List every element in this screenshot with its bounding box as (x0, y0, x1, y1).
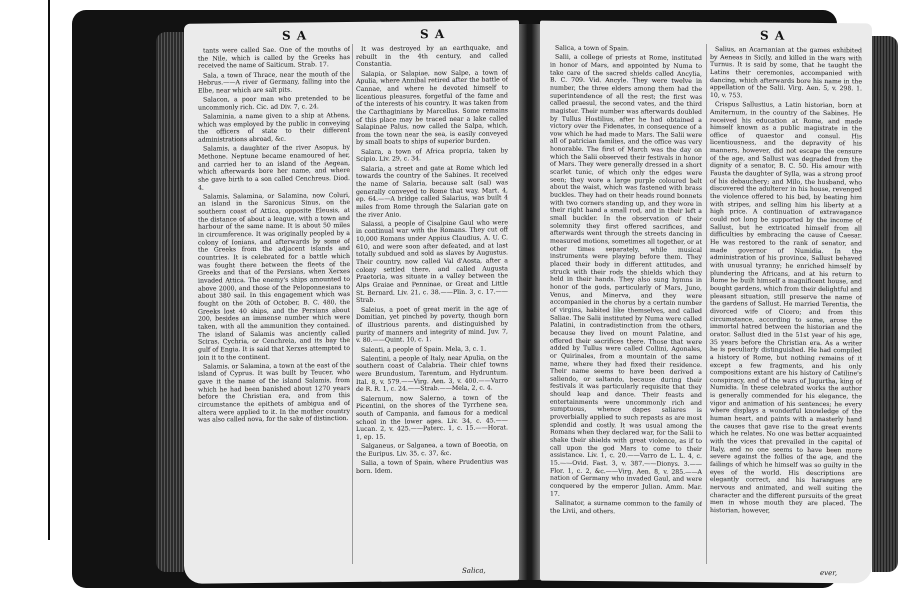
book-gutter (519, 24, 540, 580)
dictionary-entry: Salius, an Acarnanian at the games exhibited by Aeneas in Sicily, and killed in the wars with Turnus. It is said by some, that he taught the Latins their ceremonies, accompanied with dancing, which afterwards bore his name in the appellation of the Salii. Virg. Aen. 5, v. 298. 1. 10, v. 753. (710, 46, 862, 100)
dictionary-entry: Salamis, a daughter of the river Asopus, by Methone. Neptune became enamoured of her, and carried her to an island of the Aegean, which afterwards bore her name, and where she gave birth to a son called Cenchreus. Diod. 4. (198, 144, 350, 192)
column-rule (706, 44, 707, 564)
open-book (72, 10, 862, 588)
right-page (540, 21, 872, 584)
left-page-column-2 (356, 44, 508, 566)
dictionary-entry: Sala, a town of Thrace, near the mouth of the Hebrus.——A river of Germany, falling into the Elbe, near which are salt pits. (198, 70, 350, 95)
dictionary-entry: Saleius, a poet of great merit in the age of Domitian, yet pinched by poverty, though born of illustrious parents, and distinguished by purity of manners and integrity of mind. Juv. 7, v. 80.——Quint. 10, c. 1. (356, 304, 508, 345)
left-page (184, 20, 519, 584)
left-page-edges (156, 32, 184, 572)
dictionary-entry: Crispus Sallustius, a Latin historian, born at Amiternum, in the country of the Sabines. He received his education at Rome, and made himself known as a public magistrate in the office of quaestor and consul. His licentiousness, and the depravity of his manners, however, did not escape the censure of the age, and Sallust was degraded from the dignity of a senator, B. C. 50. His amour with Fausta the daughter of Sylla, was a strong proof of his debauchery; and Milo, the husband, who discovered the adulterer in his house, revenged the violence offered to his bed, by beating him with stripes, and selling him his liberty at a high price. A continuation of extravagance could not long be supported by the income of Sallust, but he extricated himself from all difficulties by embracing the cause of Caesar. He was restored to the rank of senator, and made governor of Numidia. In the administration of his province, Sallust behaved with unusual tyranny; he enriched himself by plundering the Africans, and at his return to Rome he built himself a magnificent house, and bought gardens, which from their delightful and pleasant situation, still preserve the name of the gardens of Sallust. He married Terentia, the divorced wife of Cicero; and from this circumstance, according to some, arose the immortal hatred between the historian and the orator. Sallust died in the 51st year of his age, 35 years before the Christian era. As a writer he is peculiarly distinguished. He had compiled a history of Rome, but nothing remains of it except a few fragments, and his only compositions extant are his history of Catiline's conspiracy, and of the wars of Jugurtha, king of Numidia. In these celebrated works the author is generally commended for his elegance, the vigor and animation of his sentences; he every where displays a wonderful knowledge of the human heart, and paints with a masterly hand the causes that gave rise to the great events which he relates. No one was better acquainted with the vices that prevailed in the capital of Italy, and no one seems to have been more severe against the follies of the age, and the failings of which he himself was so guilty in the eyes of the world. His descriptions are elegantly correct, and his harangues are nervous and animated, and well suiting the character and the different pursuits of the great men in whose mouth they are placed. The historian, however, (710, 101, 862, 515)
dictionary-entry: Salernum, now Salerno, a town of the Picentini, on the shores of the Tyrrhene sea, south of Campania, and famous for a medical school in the lower ages. Liv. 34, c. 45.——Lucan. 2, v. 425.——Paterc. 1, c. 15.——Horat. 1, ep. 15. (356, 393, 508, 441)
dictionary-entry: It was destroyed by an earthquake, and rebuilt in the 4th century, and called Constantia. (356, 44, 508, 69)
left-page-catchword: Salica, (462, 566, 486, 575)
dictionary-entry: Salganeus, or Salganea, a town of Boeotia, on the Euripus. Liv. 35, c. 37, &c. (356, 441, 508, 458)
dictionary-entry: Salenti, a people of Spain. Mela, 3, c. 1. (361, 345, 487, 354)
right-page-column-1 (550, 45, 702, 566)
dictionary-entry: Salamis, or Salamina, a town at the east of the island of Cyprus. It was built by Teucer, who gave it the name of the island Salamis, from which he had been banished about 1270 years before the Christian era, and from this circumstance the epithets of ambigua and of altera were applied to it. In the mother country was also called nova, for the sake of distinction. (198, 361, 350, 425)
running-head-center: S A (420, 27, 446, 42)
dictionary-entry: Salassi, a people of Cisalpine Gaul who were in continual war with the Romans. They cut off 10,000 Romans under Appius Claudius, A. U. C. 610, and were soon after defeated, and at last totally subdued and sold as slaves by Augustus. Their country, now called Val d'Aosta, after a colony settled there, and called Augusta Praetoria, was situate in a valley between the Alps Graiae and Penninae, or Great and Little St. Bernard. Liv. 21, c. 38.——Plin. 3, c. 17.——Strab. (356, 219, 508, 305)
right-page-column-2 (710, 46, 862, 567)
left-page-column-1 (198, 46, 350, 568)
dictionary-entry: Salamis, Salamina, or Salamina, now Coluri, an island in the Saronicus Sinus, on the southern coast of Attica, opposite Eleusis, at the distance of about a league, with a town and harbour of the same name. It is about 50 miles in circumference. It was originally peopled by a colony of Ionians, and afterwards by some of the Greeks from the adjacent islands and countries. It is celebrated for a battle which was fought there between the fleets of the Greeks and that of the Persians, when Xerxes invaded Attica. The enemy's ships amounted to above 2000, and those of the Peloponnesians to about 380 sail. In this engagement which was fought on the 20th of October, B. C. 480, the Greeks lost 40 ships, and the Persians about 200, besides an immense number which were taken, with all the ammunition they contained. The island of Salamis was anciently called Sciras, Cychria, or Cenchreia, and its bay the gulf of Engia. It is said that Xerxes attempted to join it to the continent. (198, 191, 350, 362)
dictionary-entry: Salacon, a poor man who pretended to be uncommonly rich. Cic. ad Div. 7, c. 24. (198, 95, 350, 112)
scanner-edge-line (48, 0, 50, 540)
dictionary-entry: Salia, a town of Spain, where Prudentius was born. Idem. (356, 458, 508, 475)
column-rule (352, 44, 353, 564)
running-head-right: S A (760, 28, 786, 43)
dictionary-entry: Salaria, a street and gate at Rome which led towards the country of the Sabines. It received the name of Salaria, because salt (sal) was generally conveyed to Rome that way. Mart. 4, ep. 64.——A bridge called Salarius, was built 4 miles from Rome through the Salarian gate on the river Anio. (356, 163, 508, 219)
dictionary-entry: Salii, a college of priests at Rome, instituted in honor of Mars, and appointed by Numa to take care of the sacred shields called Ancylia, B. C. 709. Vid. Ancyle. They were twelve in number, the three elders among them had the superintendence of all the rest; the first was called praesul, the second vates, and the third magister. Their number was afterwards doubled by Tullus Hostilius, after he had obtained a victory over the Fidenates, in consequence of a vow which he had made to Mars. The Salii were all of patrician families, and the office was very honorable. The first of March was the day on which the Salii observed their festivals in honor of Mars. They were generally dressed in a short scarlet tunic, of which only the edges were seen; they wore a large purple coloured belt about the waist, which was fastened with brass buckles. They had on their heads round bonnets with two corners standing up, and they wore in their right hand a small rod, and in their left a small buckler. In the observation of their solemnity they first offered sacrifices, and afterwards went through the streets dancing in measured motions, sometimes all together, or at other times separately, while musical instruments were playing before them. They placed their body in different attitudes, and struck with their rods the shields which they held in their hands. They also sung hymns in honor of the gods, particularly of Mars, Juno, Venus, and Minerva, and they were accompanied in the chorus by a certain number of virgins, habited like themselves, and called Saliae. The Salii instituted by Numa were called Palatini, in contradistinction from the others, because they lived on mount Palatine, and offered their sacrifices there. Those that were added by Tullus were called Collini, Agonales, or Quirinales, from a mountain of the same name, where they had fixed their residence. Their name seems to have been derived a saliendo, or saltando, because during their festivals it was particularly requisite that they should leap and dance. Their feasts and entertainments were uncommonly rich and sumptuous, whence dapes saliares is proverbially applied to such repasts as are most splendid and costly. It was usual among the Romans when they declared war, for the Salii to shake their shields with great violence, as if to call upon the god Mars to come to their assistance. Liv. 1, c. 20.——Varro de L. L. 4, c. 15.——Ovid. Fast. 3, v. 387.——Dionys. 3.——Flor. 1, c. 2, &c.——Virg. Aen. 8, v. 285.——A nation of Germany who invaded Gaul, and were conquered by the emperor Julian. Amm. Mar. 17. (550, 53, 702, 498)
dictionary-entry: Salica, a town of Spain. (555, 44, 629, 53)
dictionary-entry: Salapia, or Salapiae, now Salpe, a town of Apulia, where Annibal retired after the battle of Cannae, and where he devoted himself to licentious pleasures, forgetful of the fame and of the interests of his country. It was taken from the Carthaginians by Marcellus. Some remains of this place may be traced near a lake called Salapinae Palus, now called the Salpa, which, from the town near the sea, is easily conveyed by small boats to ships of superior burden. (356, 68, 508, 147)
right-page-catchword: ever, (820, 568, 838, 578)
right-page-edges (872, 36, 898, 572)
dictionary-entry: Salaminia, a name given to a ship at Athens, which was employed by the public in conveying the officers of state to their different administrations abroad, &c. (198, 112, 350, 144)
running-head-left: S A (282, 28, 308, 43)
dictionary-entry: Salinator, a surname common to the family of the Livii, and others. (550, 499, 702, 515)
dictionary-entry: Salentini, a people of Italy, near Apulia, on the southern coast of Calabria. Their chief towns were Brundusium, Tarentum, and Hydruntum. Ital. 8, v. 579.——Virg. Aen. 3, v. 400.——Varro de R. R. 1, c. 24.——Strab.——Mela, 2, c. 4. (356, 354, 508, 394)
dictionary-entry: tants were called Sae. One of the mouths of the Nile, which is called by the Greeks has received the name of Saiticum. Strab. 17. (198, 46, 350, 70)
dictionary-entry: Salara, a town of Africa propria, taken by Scipio. Liv. 29, c. 34. (356, 147, 508, 164)
